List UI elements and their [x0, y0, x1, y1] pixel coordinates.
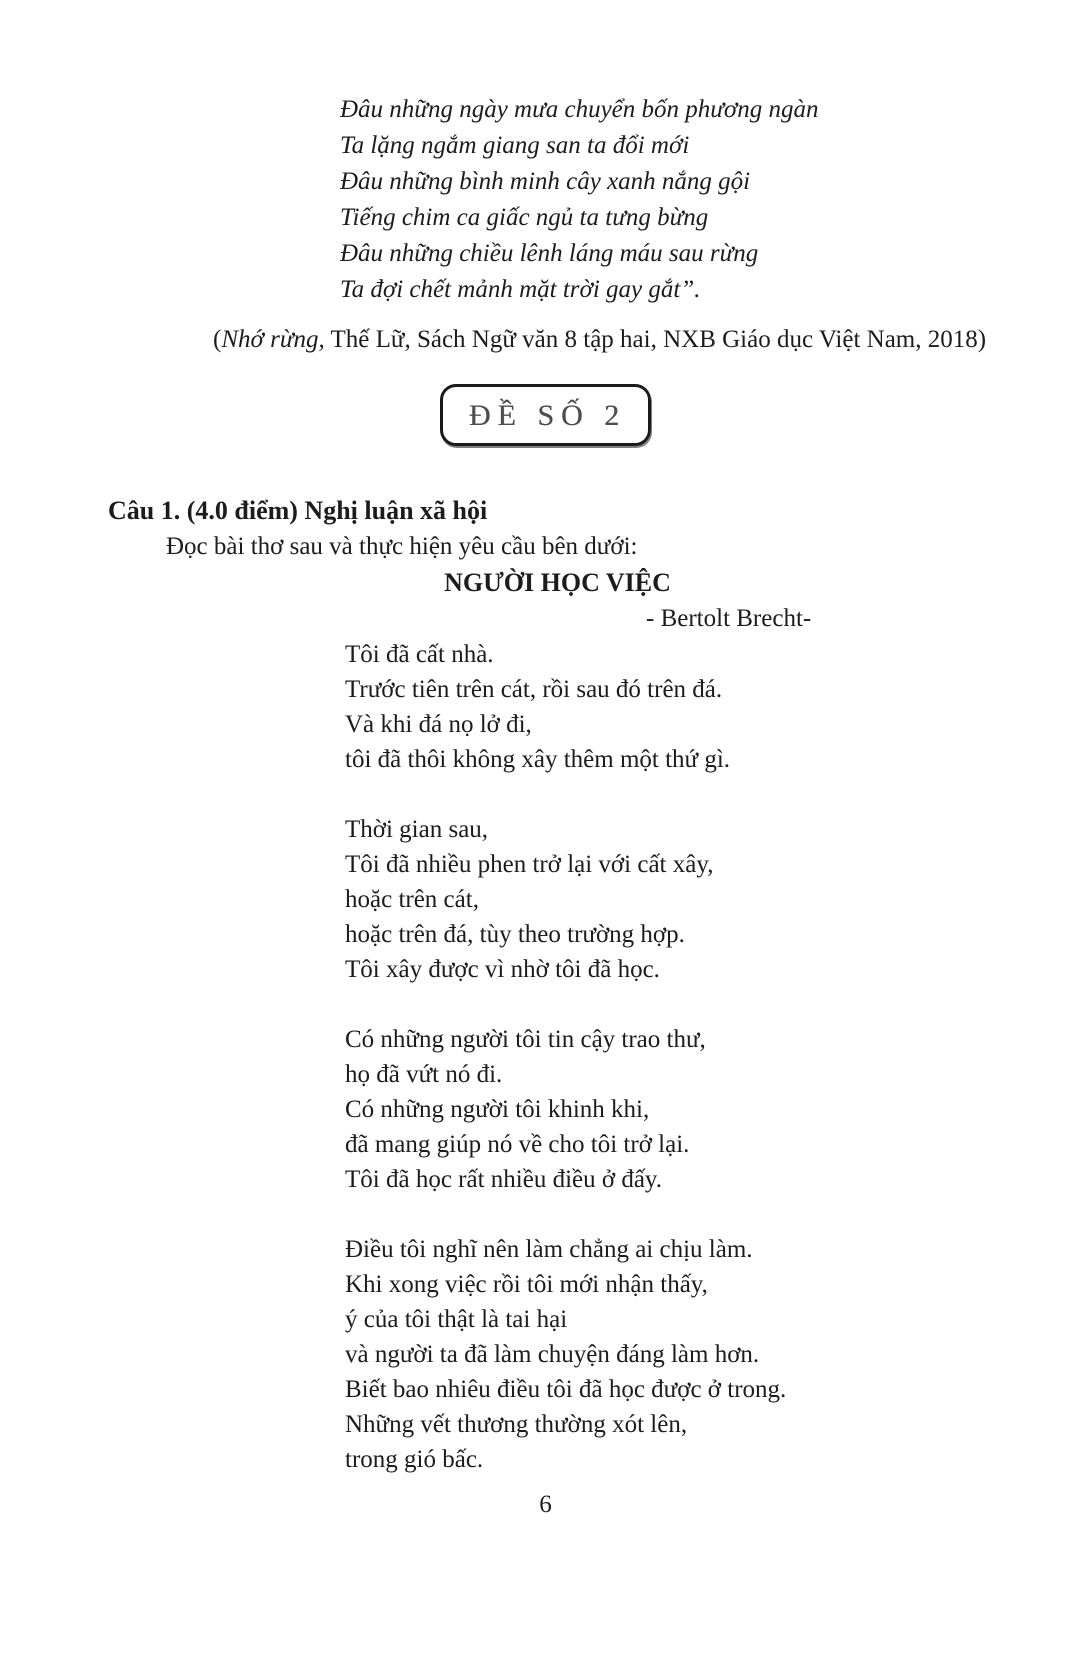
poem-line: Và khi đá nọ lở đi, [345, 711, 532, 738]
poem-title: NGƯỜI HỌC VIỆC [444, 568, 671, 597]
stanza-1 [345, 637, 1091, 777]
stanza-3 [345, 1022, 1091, 1197]
quote-line: Ta lặng ngắm giang san ta đổi mới [340, 132, 690, 159]
poem-line: Có những người tôi tin cậy trao thư, [345, 1026, 706, 1053]
poem-body [345, 637, 1091, 1477]
quote-line: Tiếng chim ca giấc ngủ ta tưng bừng [340, 204, 709, 231]
quote-source [213, 322, 1091, 358]
poem-line: hoặc trên đá, tùy theo trường hợp. [345, 921, 685, 948]
quote-line: Đâu những ngày mưa chuyển bốn phương ngàn [340, 96, 819, 123]
poem-line: họ đã vứt nó đi. [345, 1061, 503, 1088]
poem-line: Điều tôi nghĩ nên làm chẳng ai chịu làm. [345, 1236, 753, 1263]
poem-line: hoặc trên cát, [345, 886, 479, 913]
exam-number-badge: ĐỀ SỐ 2 [440, 384, 651, 446]
poem-author: - Bertolt Brecht- [646, 605, 812, 632]
document-page [0, 92, 1091, 1660]
question-heading: Câu 1. (4.0 điểm) Nghị luận xã hội [108, 496, 488, 525]
poem-line: Biết bao nhiêu điều tôi đã học được ở trong. [345, 1376, 787, 1403]
page-number: 6 [539, 1491, 552, 1518]
poem-line: Thời gian sau, [345, 816, 489, 843]
source-open-paren: ( [213, 326, 222, 353]
stanza-2 [345, 812, 1091, 987]
quote-line: Đâu những chiều lênh láng máu sau rừng [340, 240, 759, 267]
poem-line: Có những người tôi khinh khi, [345, 1096, 650, 1123]
poem-line: trong gió bấc. [345, 1446, 484, 1473]
poem-line: Trước tiên trên cát, rồi sau đó trên đá. [345, 676, 723, 703]
quote-line: Đâu những bình minh cây xanh nắng gội [340, 168, 751, 195]
source-work-title: Nhớ rừng, [221, 326, 325, 353]
poem-line: ý của tôi thật là tai hại [345, 1306, 568, 1333]
poem-line: Tôi đã học rất nhiều điều ở đấy. [345, 1166, 663, 1193]
poem-line: đã mang giúp nó về cho tôi trở lại. [345, 1131, 690, 1158]
poem-line: Khi xong việc rồi tôi mới nhận thấy, [345, 1271, 708, 1298]
poem-line: Những vết thương thường xót lên, [345, 1411, 688, 1438]
source-details: Thế Lữ, Sách Ngữ văn 8 tập hai, NXB Giáo dục Việt Nam, 2018) [324, 326, 987, 353]
stanza-4 [345, 1232, 1091, 1477]
poem-line: và người ta đã làm chuyện đáng làm hơn. [345, 1341, 760, 1368]
poem-line: Tôi đã cất nhà. [345, 641, 494, 668]
poem-line: Tôi đã nhiều phen trở lại với cất xây, [345, 851, 714, 878]
quoted-poem-excerpt [340, 92, 1091, 308]
reading-instruction: Đọc bài thơ sau và thực hiện yêu cầu bên dưới: [166, 533, 638, 560]
poem-line: Tôi xây được vì nhờ tôi đã học. [345, 956, 660, 983]
exam-badge-row [0, 384, 1091, 446]
poem-line: tôi đã thôi không xây thêm một thứ gì. [345, 746, 731, 773]
quote-line: Ta đợi chết mảnh mặt trời gay gắt”. [340, 276, 701, 303]
